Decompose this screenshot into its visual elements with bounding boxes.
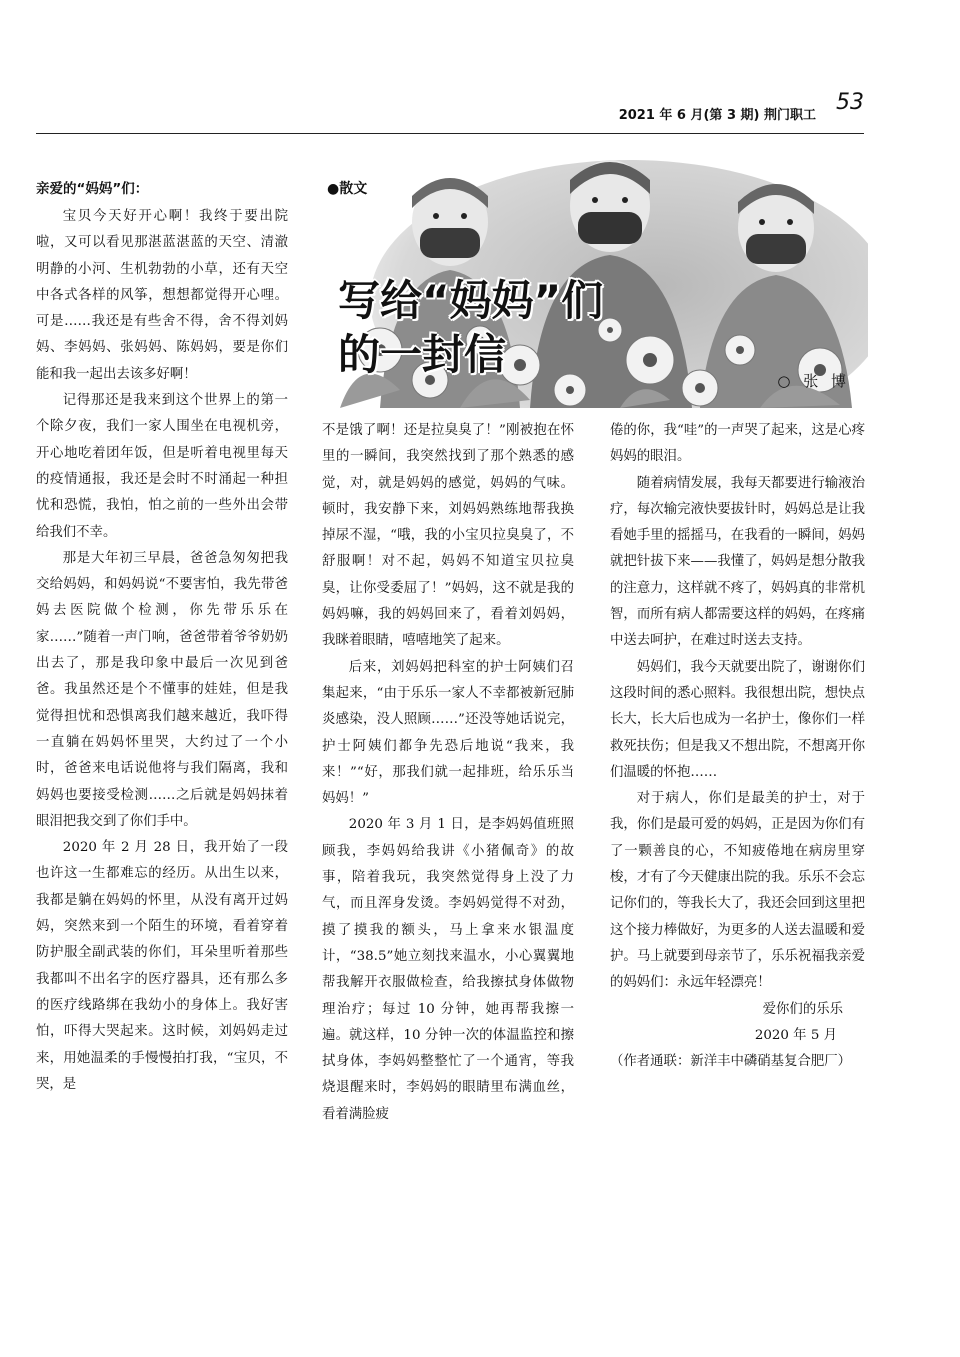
paragraph: 2020 年 2 月 28 日，我开始了一段也许这一生都难忘的经历。从出生以来，我都是躺在妈妈的怀里，从没有离开过妈妈，突然来到一个陌生的环境，看着穿着防护服全副武装的你们，耳朵里听着那些我都叫不出名字的医疗器具，还有那么多的医疗线路绑在我幼小的身体上。我好害怕，吓得大哭起来。这时候，刘妈妈走过来，用她温柔的手慢慢拍打我，“宝贝，不哭，是 (36, 840, 288, 1092)
paragraph: 妈妈们，我今天就要出院了，谢谢你们这段时间的悉心照料。我很想出院，想快点长大，长大后也成为一名护士，像你们一样救死扶伤；但是我又不想出院，不想离开你们温暖的怀抱…… (610, 659, 865, 780)
author-note: （作者通联：新洋丰中磷硝基复合肥厂） (610, 1054, 852, 1070)
text-column-2 (322, 418, 574, 1128)
paragraph: 2020 年 3 月 1 日，是李妈妈值班照顾我，李妈妈给我讲《小猪佩奇》的故事，陪着我玩，我突然觉得身上没了力气，而且浑身发烫。李妈妈觉得不对劲，摸了摸我的额头，马上拿来水银温度计，“38.5”她立刻找来温水，小心翼翼地帮我解开衣服做检查，给我擦拭身体做物理治疗；每过 10 分钟，她再帮我擦一遍。就这样，10 分钟一次的体温监控和擦拭身体，李妈妈整整忙了一个通宵，等我烧退醒来时，李妈妈的眼睛里布满血丝，看着满脸疲 (322, 817, 574, 1122)
paragraph: 记得那还是我来到这个世界上的第一个除夕夜，我们一家人围坐在电视机旁，开心地吃着团年饭，但是听着电视里每天的疫情通报，我还是会时不时涌起一种担忧和恐慌，我怕，怕之前的一些外出会带给我们不幸。 (36, 393, 288, 540)
article-title (338, 274, 603, 382)
category-label: ●散文 (327, 181, 368, 197)
article-author: ○ 张 博 (777, 372, 850, 390)
paragraph: 对于病人，你们是最美的护士，对于我，你们是最可爱的妈妈，正是因为你们有了一颗善良的心，不知疲倦地在病房里穿梭，才有了今天健康出院的我。乐乐不会忘记你们的，等我长大了，我还会回到这里把这个接力棒做好，为更多的人送去温暖和爱护。马上就要到母亲节了，乐乐祝福我亲爱的妈妈们：永远年轻漂亮！ (610, 791, 865, 991)
paragraph: 宝贝今天好开心啊！我终于要出院啦，又可以看见那湛蓝湛蓝的天空、清澈明静的小河、生机勃勃的小草，还有天空中各式各样的风筝，想想都觉得开心哩。可是……我还是有些舍不得，舍不得刘妈妈、李妈妈、张妈妈、陈妈妈，要是你们能和我一起出去该多好啊！ (36, 209, 288, 382)
letter-date: 2020 年 5 月 (754, 1027, 837, 1043)
page-header (36, 90, 864, 136)
title-line-1: 写给“妈妈”们 (338, 276, 604, 325)
paragraph: 不是饿了啊！还是拉臭臭了！”刚被抱在怀里的一瞬间，我突然找到了那个熟悉的感觉，对，就是妈妈的感觉，妈妈的气味。顿时，我安静下来，刘妈妈熟练地帮我换掉尿不湿，“哦，我的小宝贝拉臭臭了，不舒服啊！对不起，妈妈不知道宝贝拉臭臭，让你受委屈了！”妈妈，这不就是我的妈妈嘛，我的妈妈回来了，看着刘妈妈，我眯着眼睛，嘻嘻地笑了起来。 (322, 423, 574, 649)
paragraph: 倦的你，我“哇”的一声哭了起来，这是心疼妈妈的眼泪。 (610, 423, 865, 465)
greeting: 亲爱的“妈妈”们： (36, 181, 149, 197)
text-column-3 (610, 418, 865, 1075)
text-column-1 (36, 178, 288, 1098)
paragraph: 那是大年初三早晨，爸爸急匆匆把我交给妈妈，和妈妈说“不要害怕，我先带爸妈去医院做个检测，你先带乐乐在家……”随着一声门响，爸爸带着爷爷奶奶出去了，那是我印象中最后一次见到爸爸。我虽然还是个不懂事的娃娃，但是我觉得担忧和恐惧离我们越来越近，我吓得一直躺在妈妈怀里哭，大约过了一个小时，爸爸来电话说他将与我们隔离，我和妈妈也要接受检测……之后就是妈妈抹着眼泪把我交到了你们手中。 (36, 550, 288, 829)
paragraph: 随着病情发展，我每天都要进行输液治疗，每次输完液快要拔针时，妈妈总是让我看她手里的摇摇马，在我看的一瞬间，妈妈就把针拔下来——我懂了，妈妈是想分散我的注意力，这样就不疼了，妈妈真的非常机智，而所有病人都需要这样的妈妈，在疼痛中送去呵护，在难过时送去支持。 (610, 475, 865, 649)
paragraph: 后来，刘妈妈把科室的护士阿姨们召集起来，“由于乐乐一家人不幸都被新冠肺炎感染，没人照顾……”还没等她话说完，护士阿姨们都争先恐后地说“我来，我来！”“好，那我们就一起排班，给乐乐当妈妈！” (322, 659, 574, 807)
signature: 爱你们的乐乐 (762, 1001, 843, 1017)
header-rule (36, 133, 864, 134)
issue-info: 2021 年 6 月(第 3 期) 荆门职工 (618, 108, 816, 123)
page-number: 53 (836, 90, 864, 115)
title-line-2: 的一封信 (338, 330, 507, 379)
